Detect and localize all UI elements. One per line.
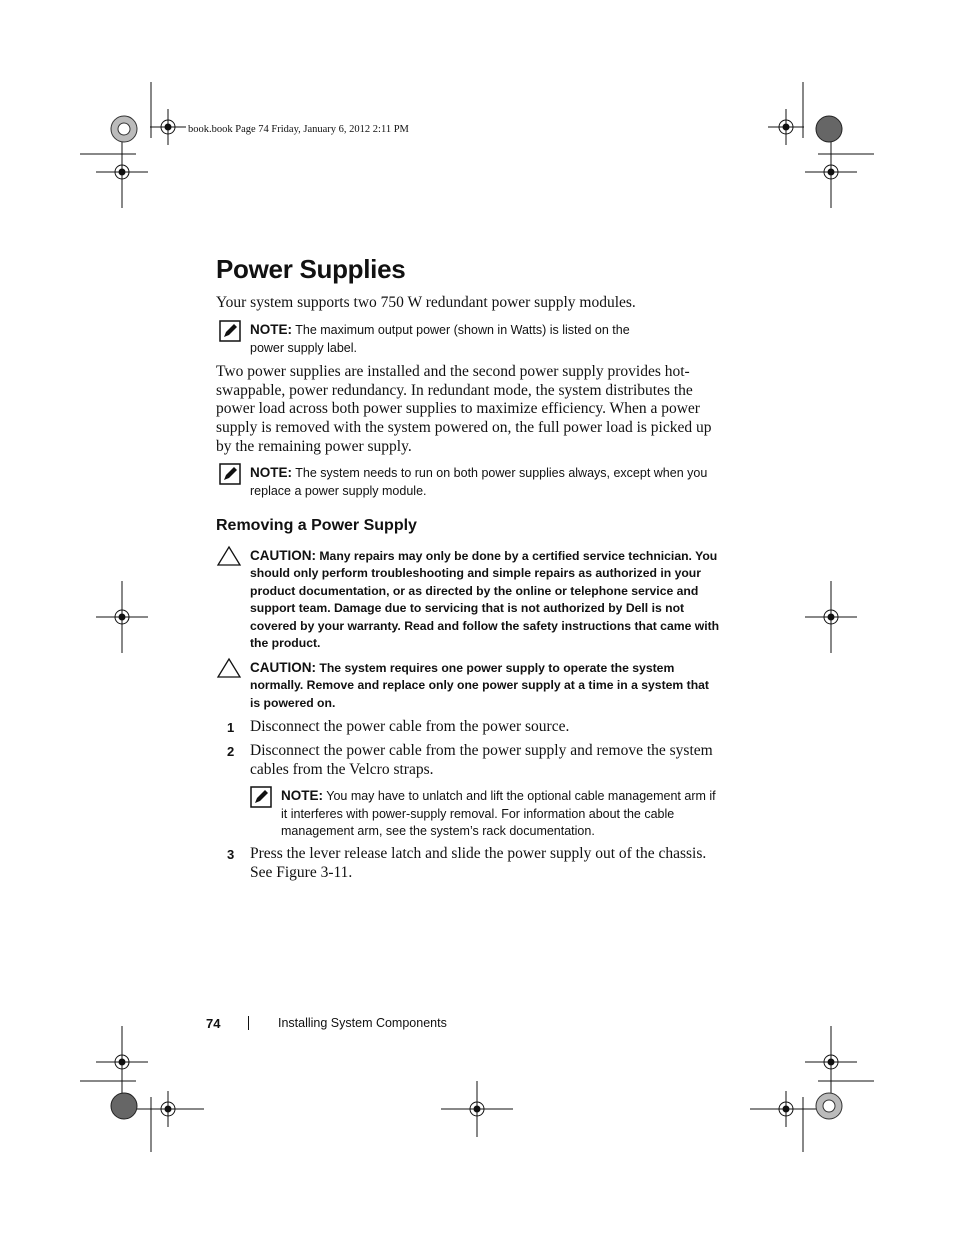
subsection-title: Removing a Power Supply — [216, 517, 417, 534]
caution-label: CAUTION: — [250, 548, 316, 563]
caution-label: CAUTION: — [250, 660, 316, 675]
note-label: NOTE: — [250, 465, 292, 480]
note-both-supplies — [250, 464, 720, 500]
step-number: 2 — [227, 744, 235, 759]
step-text: Disconnect the power cable from the power source. — [250, 718, 570, 735]
note-label: NOTE: — [281, 788, 323, 803]
note-power-label — [250, 321, 650, 357]
note-cable-arm — [281, 787, 721, 841]
caution-text: Many repairs may only be done by a certified service technician. You should only perform troubleshooting and simple repairs as authorized in your product documentation, or as directed by the online or telephone service and support team. Damage due to servicing that is not authorized by Dell is not covered by your warranty. Read and follow the safety instructions that came with the product. — [250, 549, 720, 651]
pencil-note-icon — [219, 463, 241, 485]
print-slug: book.book Page 74 Friday, January 6, 2012 2:11 PM — [188, 124, 409, 135]
caution-one-supply — [250, 659, 720, 712]
redundancy-paragraph: Two power supplies are installed and the second power supply provides hot-swappable, power redundancy. In redundant mode, the system distributes the power load across both power supplies to maximize efficiency. When a power supply is removed with the system powered on, the full power load is picked up by the remaining power supply. — [216, 363, 712, 455]
note-text: You may have to unlatch and lift the optional cable management arm if it interferes with power-supply removal. For information about the cable management arm, see the system’s rack documentation. — [281, 789, 716, 839]
caution-triangle-icon — [216, 657, 242, 679]
step-text: Disconnect the power cable from the power supply and remove the system cables from the Velcro straps. — [250, 742, 713, 778]
note-text: The maximum output power (shown in Watts) is listed on the power supply label. — [250, 323, 630, 355]
intro-paragraph: Your system supports two 750 W redundant power supply modules. — [216, 294, 636, 311]
note-label: NOTE: — [250, 322, 292, 337]
step-number: 1 — [227, 720, 235, 735]
step-number: 3 — [227, 847, 235, 862]
caution-text: The system requires one power supply to operate the system normally. Remove and replace only one power supply at a time in a system that is powered on. — [250, 661, 709, 710]
note-text: The system needs to run on both power supplies always, except when you replace a power supply module. — [250, 466, 708, 498]
pencil-note-icon — [250, 786, 272, 808]
step-text: Press the lever release latch and slide the power supply out of the chassis. See Figure 3-11. — [250, 845, 707, 881]
pencil-note-icon — [219, 320, 241, 342]
footer-section-title: Installing System Components — [278, 1016, 447, 1030]
caution-technician — [250, 547, 720, 652]
caution-triangle-icon — [216, 545, 242, 567]
footer-divider — [248, 1016, 249, 1030]
page-number: 74 — [206, 1016, 221, 1031]
page-title: Power Supplies — [216, 254, 406, 284]
